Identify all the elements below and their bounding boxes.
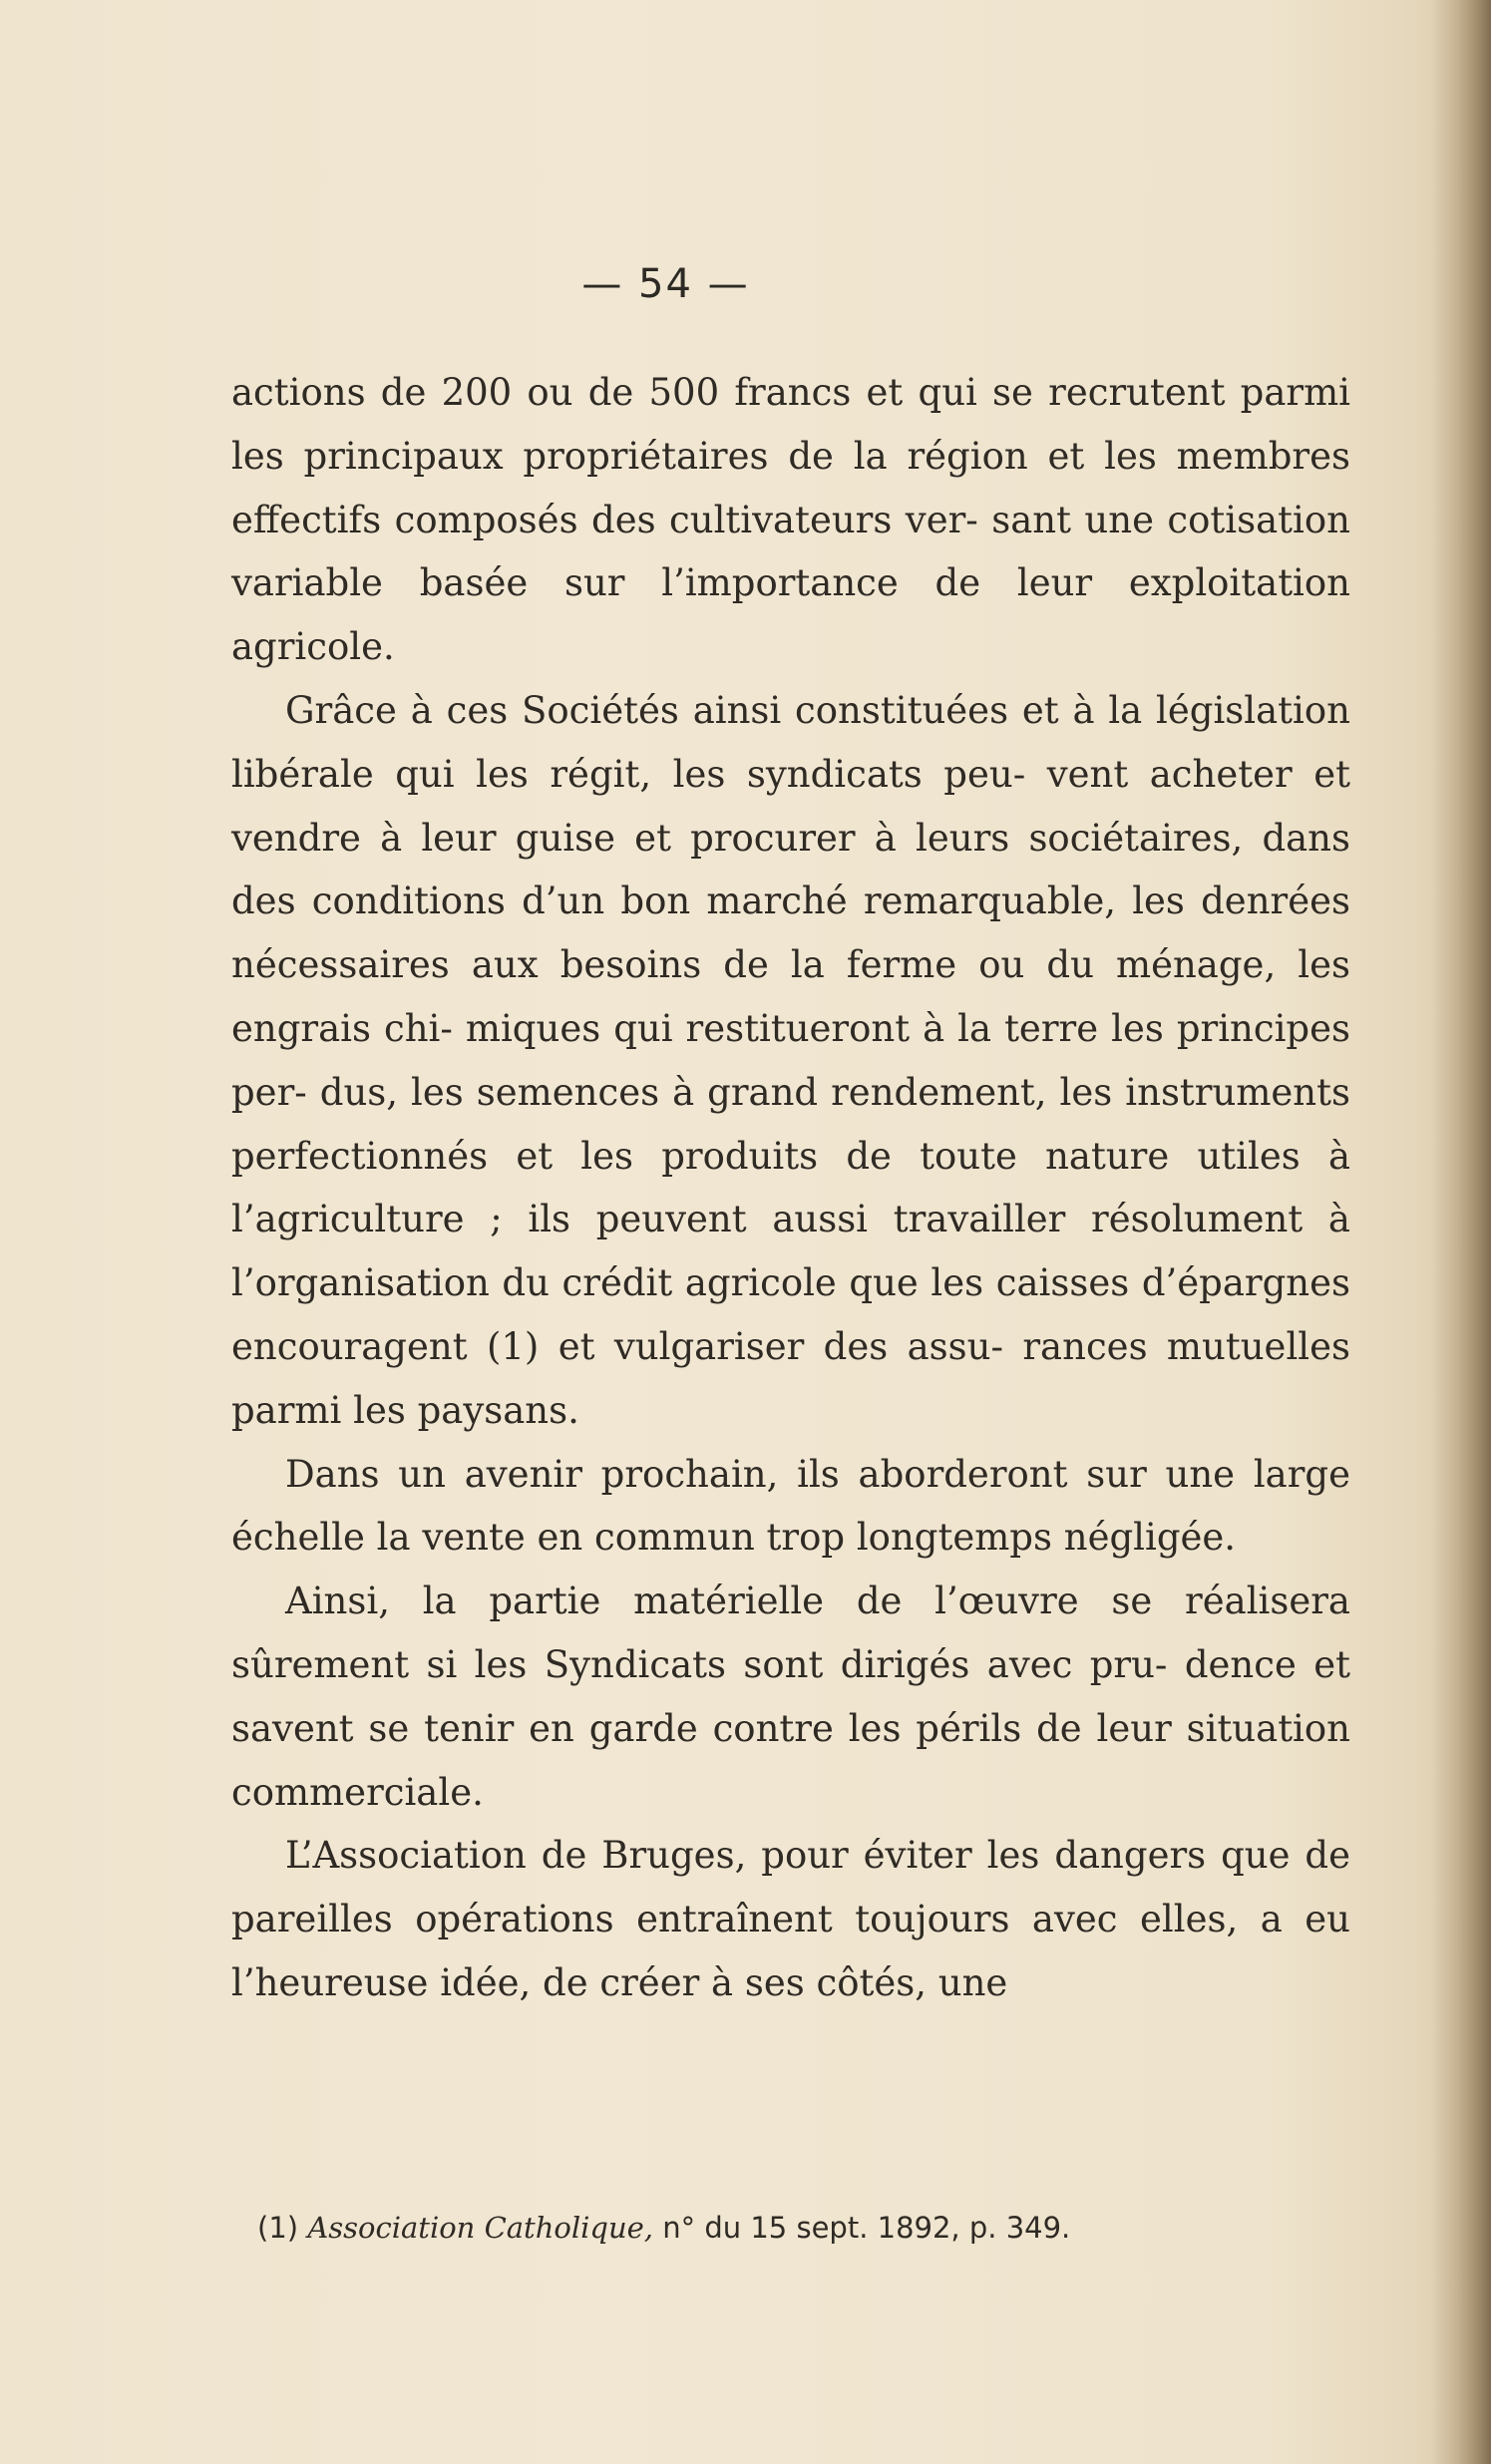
- footnote-title: Association Catholique,: [307, 2211, 654, 2245]
- paragraph-4: Ainsi, la partie matérielle de l’œuvre se réalisera sûrement si les Syndicats sont dirigés avec pru- dence et savent se tenir en garde contre les périls de leur situation commerciale.: [231, 1580, 1350, 1814]
- paragraph-5: L’Association de Bruges, pour éviter les dangers que de pareilles opérations entraînent toujours avec elles, a eu l’heureuse idée, de créer à ses côtés, une: [231, 1834, 1350, 2004]
- paragraph-3: Dans un avenir prochain, ils aborderont sur une large échelle la vente en commun trop longtemps négligée.: [231, 1452, 1350, 1560]
- body-text: [231, 361, 1350, 2015]
- footnote: [257, 2208, 1350, 2248]
- paragraph-2: Grâce à ces Sociétés ainsi constituées et à la législation libérale qui les régit, les syndicats peu- vent acheter et vendre à leur guise et procurer à leurs sociétaires, dans des conditions d’un bon marché remarquable, les denrées nécessaires aux besoins de la ferme ou du ménage, les engrais chi- miques qui restitueront à la terre les principes per- dus, les semences à grand rendement, les instruments perfectionnés et les produits de toute nature utiles à l’agriculture ; ils peuvent aussi travailler résolument à l’organisation du crédit agricole que les caisses d’épargnes encouragent (1) et vulgariser des assu- rances mutuelles parmi les paysans.: [231, 688, 1350, 1432]
- footnote-reference: n° du 15 sept. 1892, p. 349.: [662, 2211, 1071, 2245]
- page-number: — 54 —: [581, 261, 750, 307]
- footnote-marker: (1): [257, 2211, 299, 2245]
- paragraph-1: actions de 200 ou de 500 francs et qui se recrutent parmi les principaux propriétaires de la région et les membres effectifs composés des cultivateurs ver- sant une cotisation variable basée sur l’importance de leur exploitation agricole.: [231, 371, 1350, 669]
- page-gutter-shadow: [1431, 0, 1491, 2464]
